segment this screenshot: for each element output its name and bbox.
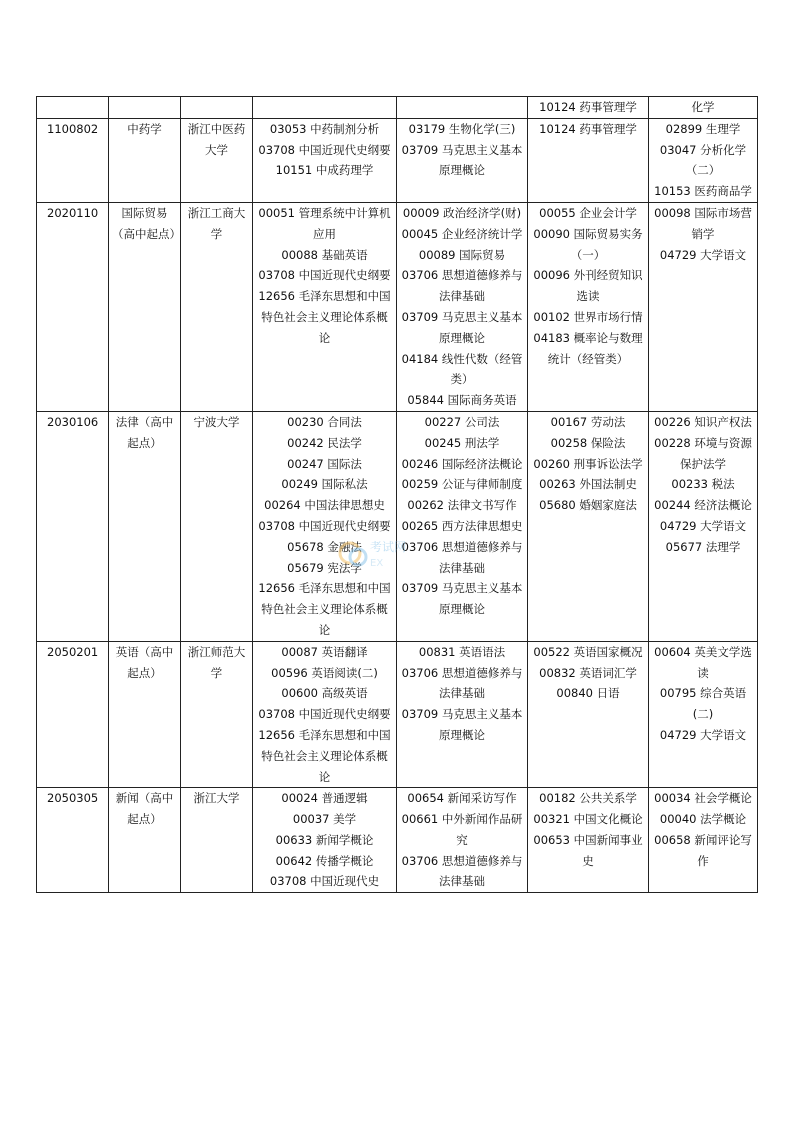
watermark-logo-icon — [336, 533, 426, 573]
major-name-cell: 中药学 — [109, 118, 181, 202]
course-item: 03706 思想道德修养与法律基础 — [401, 268, 523, 304]
course-item: 00596 英语阅读(二) — [271, 665, 378, 680]
course-item: 12656 毛泽东思想和中国特色社会主义理论体系概论 — [258, 289, 391, 345]
course-item: 00831 英语语法 — [418, 644, 506, 659]
course-item: 00795 综合英语(二) — [659, 686, 747, 722]
course-item: 00037 美学 — [292, 812, 357, 827]
course-item: 03708 中国近现代史纲要 — [258, 518, 391, 533]
course-item: 00045 企业经济统计学 — [401, 226, 523, 241]
course-item: 00265 西方法律思想史 — [401, 518, 523, 533]
course-item: 03709 马克思主义基本原理概论 — [401, 309, 523, 345]
school-cell: 浙江大学 — [181, 788, 253, 893]
school-cell: 浙江师范大学 — [181, 641, 253, 788]
major-name-cell: 国际贸易（高中起点） — [109, 202, 181, 411]
course-item: 03708 中国近现代史纲要 — [258, 268, 391, 283]
course-item: 05679 宪法学 — [287, 560, 362, 575]
course-table — [36, 96, 758, 893]
course-list-cell — [649, 788, 758, 893]
course-list-cell — [397, 411, 528, 641]
table-row — [37, 118, 758, 202]
course-item: 10151 中成药理学 — [275, 163, 374, 178]
course-item: 00230 合同法 — [287, 414, 362, 429]
course-item: 00633 新闻学概论 — [275, 832, 374, 847]
course-table-page — [36, 96, 757, 893]
course-item: 04729 大学语文 — [659, 727, 747, 742]
school-cell — [181, 97, 253, 119]
course-item: 00009 政治经济学(财) — [402, 205, 522, 220]
course-list-cell — [528, 641, 649, 788]
course-item: 00259 公证与律师制度 — [401, 477, 523, 492]
course-item: 00604 英美文学选读 — [654, 644, 752, 680]
course-item: 03709 马克思主义基本原理概论 — [401, 581, 523, 617]
course-list-cell — [528, 202, 649, 411]
course-item: 00228 环境与资源保护法学 — [654, 435, 752, 471]
course-item: 12656 毛泽东思想和中国特色社会主义理论体系概论 — [258, 581, 391, 637]
svg-text:EX: EX — [370, 558, 384, 569]
course-item: 00658 新闻评论写作 — [654, 832, 752, 868]
course-item: 00024 普通逻辑 — [281, 791, 368, 806]
course-list-cell — [528, 118, 649, 202]
course-item: 00098 国际市场营销学 — [654, 205, 752, 241]
course-item: 00321 中国文化概论 — [533, 812, 643, 827]
table-row — [37, 788, 758, 893]
table-row — [37, 202, 758, 411]
course-list-cell — [528, 97, 649, 119]
course-item: 00840 日语 — [556, 686, 620, 701]
major-code-cell: 2030106 — [37, 411, 109, 641]
course-item: 00089 国际贸易 — [418, 247, 506, 262]
major-code-cell — [37, 97, 109, 119]
course-item: 03709 马克思主义基本原理概论 — [401, 707, 523, 742]
course-item: 04183 概率论与数理统计（经管类） — [533, 330, 643, 366]
course-item: 00245 刑法学 — [424, 435, 500, 450]
school-cell: 浙江中医药大学 — [181, 118, 253, 202]
course-item: 00096 外刊经贸知识选读 — [533, 268, 643, 304]
course-list-cell — [649, 202, 758, 411]
watermark-text: 考试网 — [370, 540, 407, 554]
course-item: 化学 — [691, 100, 715, 114]
course-item: 00249 国际私法 — [281, 477, 368, 492]
major-name-cell: 法律（高中起点） — [109, 411, 181, 641]
course-item: 03708 中国近现代史纲要 — [258, 142, 391, 157]
course-list-cell — [649, 641, 758, 788]
course-list-cell — [253, 641, 397, 788]
course-item: 00642 传播学概论 — [275, 853, 374, 868]
course-item: 00226 知识产权法 — [654, 414, 752, 429]
course-item: 00260 刑事诉讼法学 — [533, 456, 643, 471]
course-item: 03047 分析化学（二） — [659, 142, 747, 178]
course-item: 00262 法律文书写作 — [407, 498, 517, 513]
course-item: 03706 思想道德修养与法律基础 — [401, 665, 523, 701]
course-item: 00244 经济法概论 — [654, 498, 752, 513]
course-item: 05680 婚姻家庭法 — [539, 498, 637, 513]
course-item: 04184 线性代数（经管类） — [401, 351, 523, 387]
course-item: 05678 金融法 — [287, 539, 362, 554]
major-name-cell: 新闻（高中起点） — [109, 788, 181, 893]
table-row — [37, 411, 758, 641]
course-list-cell — [397, 641, 528, 788]
major-code-cell: 1100802 — [37, 118, 109, 202]
course-item: 05677 法理学 — [665, 539, 741, 554]
course-list-cell — [397, 118, 528, 202]
course-item: 10124 药事管理学 — [539, 121, 637, 136]
course-item: 00182 公共关系学 — [539, 791, 637, 806]
course-item: 03708 中国近现代史纲要 — [258, 707, 391, 722]
course-item: 00051 管理系统中计算机应用 — [258, 205, 391, 241]
table-row — [37, 97, 758, 119]
course-list-cell — [528, 788, 649, 893]
major-name-cell — [109, 97, 181, 119]
course-list-cell — [528, 411, 649, 641]
course-item: 03709 马克思主义基本原理概论 — [401, 142, 523, 178]
course-item: 10153 医药商品学 — [654, 184, 752, 199]
course-item: 00264 中国法律思想史 — [264, 498, 385, 513]
course-item: 00233 税法 — [671, 477, 735, 492]
course-item: 03708 中国近现代史 — [269, 874, 380, 889]
course-item: 00227 公司法 — [424, 414, 500, 429]
course-item: 00034 社会学概论 — [654, 791, 752, 806]
course-list-cell — [397, 202, 528, 411]
course-item: 00090 国际贸易实务（一） — [533, 226, 643, 262]
course-item: 03706 思想道德修养与法律基础 — [401, 853, 523, 889]
course-list-cell — [253, 118, 397, 202]
course-item: 03706 思想道德修养与法律基础 — [401, 539, 523, 575]
course-item: 00600 高级英语 — [281, 686, 368, 701]
course-item: 00087 英语翻译 — [281, 644, 368, 659]
course-list-cell — [649, 118, 758, 202]
course-item: 12656 毛泽东思想和中国特色社会主义理论体系概论 — [258, 727, 391, 784]
course-item: 00654 新闻采访写作 — [407, 791, 517, 806]
course-list-cell — [253, 97, 397, 119]
major-code-cell: 2020110 — [37, 202, 109, 411]
course-item: 00102 世界市场行情 — [533, 309, 643, 324]
school-cell: 浙江工商大学 — [181, 202, 253, 411]
course-item: 00522 英语国家概况 — [533, 644, 643, 659]
course-item: 00246 国际经济法概论 — [401, 456, 523, 471]
school-cell: 宁波大学 — [181, 411, 253, 641]
course-item: 03179 生物化学(三) — [408, 121, 516, 136]
course-item: 00263 外国法制史 — [539, 477, 637, 492]
table-row — [37, 641, 758, 788]
course-item: 00258 保险法 — [550, 435, 626, 450]
course-list-cell — [649, 97, 758, 119]
course-list-cell — [253, 411, 397, 641]
major-code-cell: 2050201 — [37, 641, 109, 788]
course-item: 00088 基础英语 — [281, 247, 368, 262]
course-list-cell — [253, 202, 397, 411]
course-list-cell — [397, 97, 528, 119]
course-item: 00167 劳动法 — [550, 414, 626, 429]
course-item: 00653 中国新闻事业史 — [533, 832, 643, 868]
major-name-cell: 英语（高中起点） — [109, 641, 181, 788]
course-item: 00040 法学概论 — [659, 812, 747, 827]
course-item: 00055 企业会计学 — [539, 205, 637, 220]
course-item: 00247 国际法 — [287, 456, 362, 471]
course-item: 02899 生理学 — [665, 121, 741, 136]
course-item: 05844 国际商务英语 — [407, 393, 517, 408]
course-item: 10124 药事管理学 — [539, 100, 637, 114]
course-item: 04729 大学语文 — [659, 247, 747, 262]
course-item: 03053 中药制剂分析 — [269, 121, 380, 136]
course-item: 00242 民法学 — [287, 435, 362, 450]
major-code-cell: 2050305 — [37, 788, 109, 893]
course-item: 00661 中外新闻作品研究 — [401, 812, 523, 847]
course-list-cell — [649, 411, 758, 641]
course-list-cell — [253, 788, 397, 893]
course-item: 00832 英语词汇学 — [539, 665, 637, 680]
course-list-cell — [397, 788, 528, 893]
course-item: 04729 大学语文 — [659, 518, 747, 533]
